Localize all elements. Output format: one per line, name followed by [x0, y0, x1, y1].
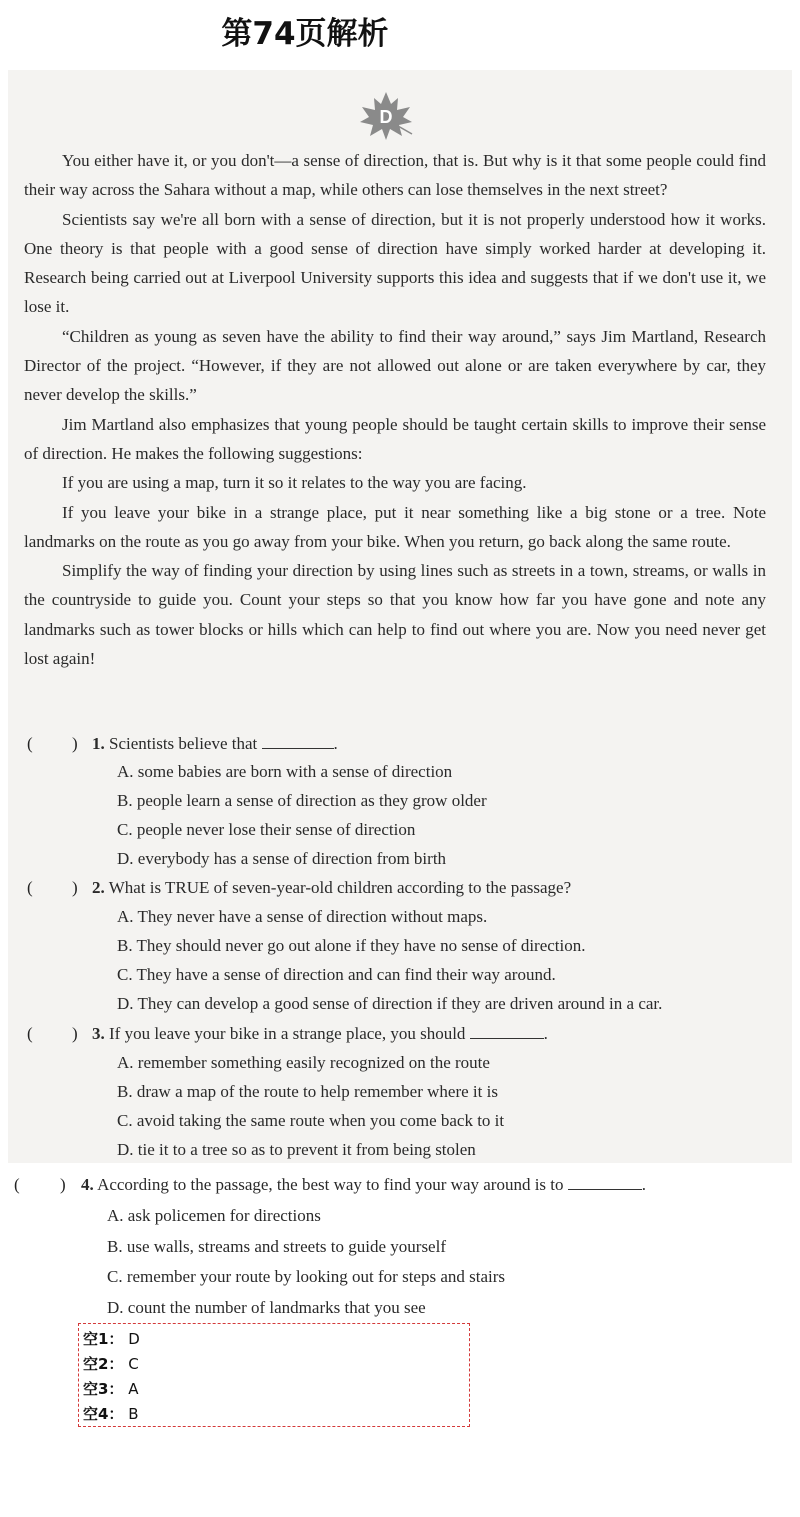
option-d: D. count the number of landmarks that you see	[107, 1298, 426, 1317]
passage-paragraph: If you leave your bike in a strange place, put it near something like a big stone or a tree. Note landmarks on the route as you go away from your bike. When you return, go back along the same route.	[24, 502, 766, 551]
answer-paren-close: )	[72, 878, 78, 897]
option-c: C. They have a sense of direction and can find their way around.	[117, 965, 556, 984]
option-c: C. people never lose their sense of direction	[117, 820, 416, 839]
answer-row-4	[83, 1402, 469, 1427]
answer-paren-open: (	[27, 734, 33, 753]
passage-paragraph: “Children as young as seven have the ability to find their way around,” says Jim Martland, Research Director of the project. “However, if they are not allowed out alone or are taken everywhere by car, they never develop the skills.”	[24, 326, 766, 405]
answer-blank	[470, 1024, 544, 1039]
reading-passage	[24, 146, 766, 673]
maple-leaf-icon	[358, 90, 414, 142]
passage-paragraph: You either have it, or you don't—a sense of direction, that is. But why is it that some people could find their way across the Sahara without a map, while others can lose themselves in the next street?	[24, 151, 766, 200]
page-title: 第74页解析	[221, 16, 389, 52]
answer-paren-open: (	[27, 878, 33, 897]
question-number: 1.	[92, 734, 105, 753]
answer-paren-close: )	[72, 734, 78, 753]
section-letter: D	[379, 107, 393, 127]
question-number: 3.	[92, 1024, 105, 1043]
passage-paragraph: Jim Martland also emphasizes that young people should be taught certain skills to improve their sense of direction. He makes the following suggestions:	[24, 414, 766, 463]
answer-row-3	[83, 1377, 469, 1402]
option-a: A. They never have a sense of direction without maps.	[117, 907, 488, 926]
option-a: A. remember something easily recognized on the route	[117, 1053, 490, 1072]
option-c: C. avoid taking the same route when you come back to it	[117, 1111, 505, 1130]
option-d: D. everybody has a sense of direction from birth	[117, 849, 447, 868]
passage-paragraph: Simplify the way of finding your direction by using lines such as streets in a town, streams, or walls in the countryside to guide you. Count your steps so that you know how far you have gone and note any landmarks such as tower blocks or hills which can help to find out where you are. Now you need never get lost again!	[24, 561, 766, 669]
question-end: .	[641, 1175, 647, 1194]
question-3	[92, 1024, 548, 1044]
option-a: A. some babies are born with a sense of direction	[117, 762, 453, 781]
answer-blank	[568, 1175, 642, 1190]
question-4	[81, 1175, 646, 1195]
passage-paragraph: Scientists say we're all born with a sense of direction, but it is not properly understood how it works. One theory is that people with a good sense of direction have simply worked harder at developing it. Research being carried out at Liverpool University supports this idea and suggests that if we don't use it, we lose it.	[24, 209, 766, 317]
answer-label: 空3：	[83, 1380, 124, 1398]
question-stem: Scientists believe that	[109, 734, 258, 753]
option-d: D. They can develop a good sense of direction if they are driven around in a car.	[117, 994, 663, 1013]
option-d: D. tie it to a tree so as to prevent it from being stolen	[117, 1140, 476, 1159]
option-a: A. ask policemen for directions	[107, 1206, 321, 1225]
passage-paragraph: If you are using a map, turn it so it relates to the way you are facing.	[62, 473, 527, 493]
question-number: 4.	[81, 1175, 94, 1194]
answer-value: A	[128, 1380, 139, 1398]
question-stem: If you leave your bike in a strange place, you should	[109, 1024, 466, 1043]
question-1	[92, 734, 338, 754]
answer-value: B	[128, 1405, 139, 1423]
option-b: B. draw a map of the route to help remember where it is	[117, 1082, 498, 1101]
answer-row-2	[83, 1352, 469, 1377]
answer-label: 空2：	[83, 1355, 124, 1373]
question-stem: What is TRUE of seven-year-old children according to the passage?	[108, 878, 572, 897]
answer-blank	[262, 734, 334, 749]
answer-paren-close: )	[60, 1175, 66, 1194]
option-c: C. remember your route by looking out for steps and stairs	[107, 1267, 506, 1286]
question-2	[92, 878, 571, 898]
question-end: .	[543, 1024, 548, 1043]
answer-value: C	[128, 1355, 139, 1373]
option-b: B. people learn a sense of direction as they grow older	[117, 791, 487, 810]
question-number: 2.	[92, 878, 105, 897]
option-b: B. use walls, streams and streets to guide yourself	[107, 1237, 446, 1256]
answer-key-box	[78, 1323, 470, 1427]
answer-value: D	[128, 1330, 140, 1348]
answer-paren-open: (	[27, 1024, 33, 1043]
answer-label: 空1：	[83, 1330, 124, 1348]
answer-paren-close: )	[72, 1024, 78, 1043]
question-stem: According to the passage, the best way to find your way around is to	[97, 1175, 564, 1194]
answer-label: 空4：	[83, 1405, 124, 1423]
option-b: B. They should never go out alone if they have no sense of direction.	[117, 936, 586, 955]
question-end: .	[333, 734, 338, 753]
answer-paren-open: (	[14, 1175, 20, 1194]
answer-row-1	[83, 1327, 469, 1352]
